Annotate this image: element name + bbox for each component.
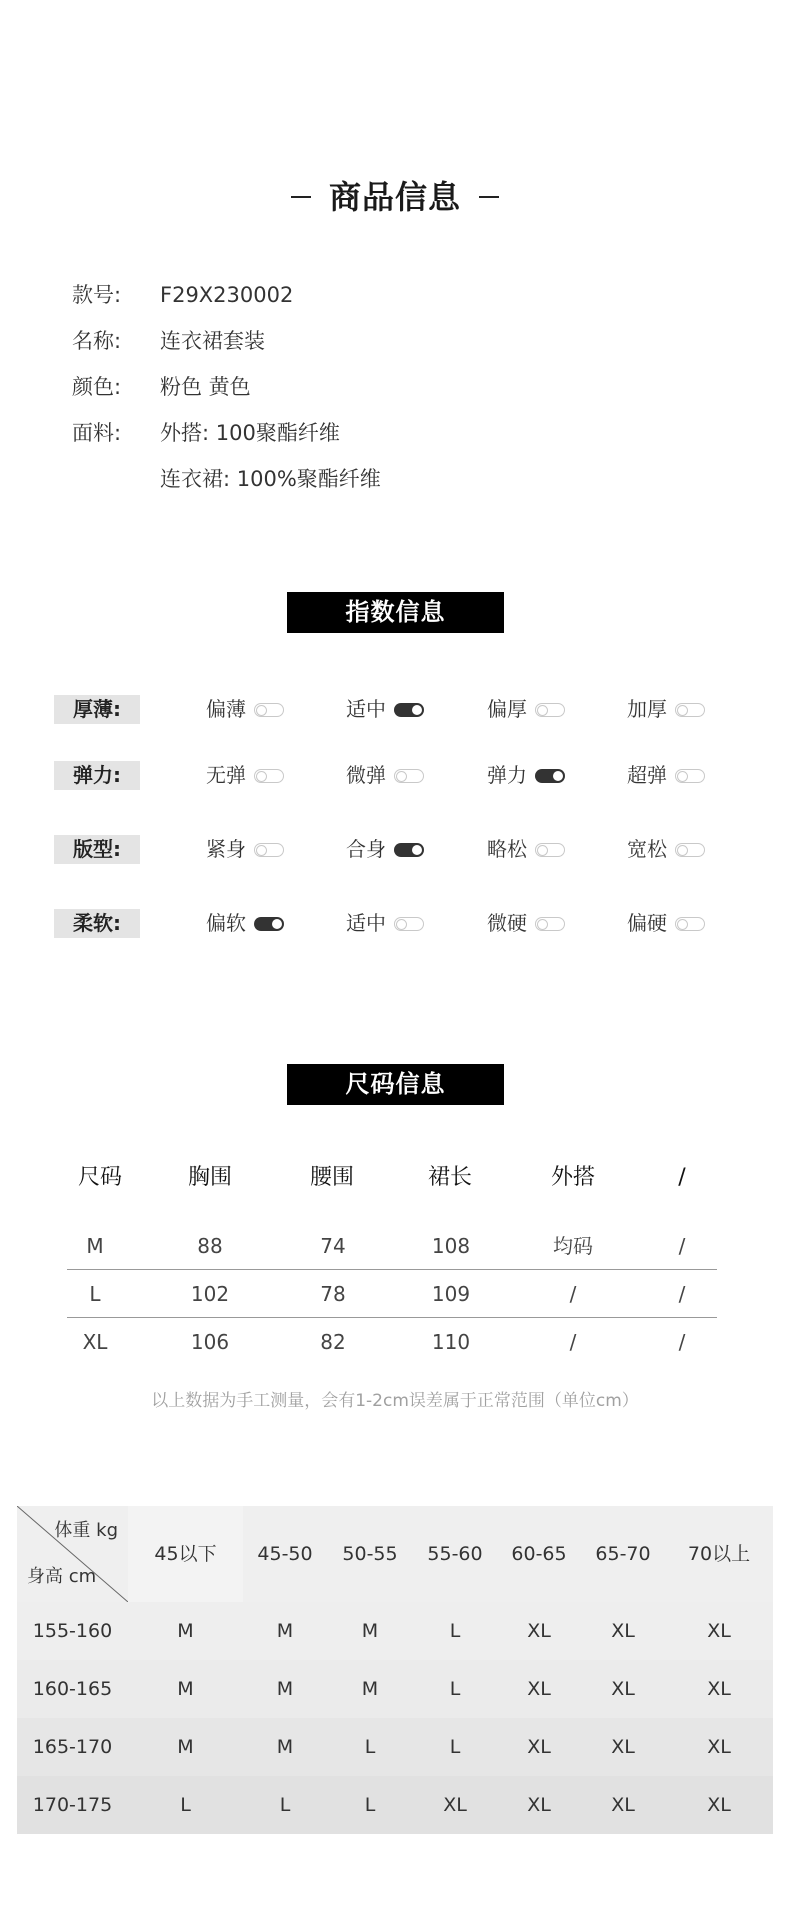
size-cell: L	[449, 1620, 461, 1642]
weight-table-header	[17, 1506, 773, 1602]
index-option	[627, 835, 705, 864]
index-option-label: 偏硬	[627, 911, 667, 935]
size-cell: M	[276, 1678, 294, 1700]
height-range-cell: 160-165	[32, 1678, 113, 1700]
size-cell: M	[177, 1620, 194, 1642]
index-option-label: 适中	[346, 911, 386, 935]
index-option	[627, 761, 705, 790]
size-cell: M	[276, 1736, 294, 1758]
table-cell: /	[678, 1330, 686, 1354]
table-cell: 102	[190, 1282, 230, 1306]
table-cell: 82	[320, 1330, 346, 1354]
toggle-off-icon	[254, 769, 284, 783]
table-row	[17, 1776, 773, 1834]
table-cell: 均码	[553, 1234, 593, 1258]
header-cell: /	[678, 1165, 686, 1190]
size-cell: XL	[527, 1620, 551, 1642]
index-label: 版型:	[54, 835, 140, 864]
index-option	[487, 835, 565, 864]
size-cell: XL	[611, 1620, 635, 1642]
index-option-label: 无弹	[206, 763, 246, 787]
index-label: 厚薄:	[54, 695, 140, 724]
header-cell: 裙长	[427, 1165, 472, 1190]
index-row	[54, 695, 734, 724]
measurement-note: 以上数据为手工测量，会有1-2cm误差属于正常范围（单位cm）	[151, 1391, 639, 1411]
info-key: 面料:	[72, 421, 122, 445]
info-value: 连衣裙: 100%聚酯纤维	[160, 467, 381, 491]
size-cell: L	[180, 1794, 191, 1816]
toggle-off-icon	[535, 843, 565, 857]
size-cell: L	[364, 1794, 376, 1816]
info-row-fabric	[72, 410, 672, 456]
index-option	[627, 909, 705, 938]
corner-cell	[17, 1506, 128, 1602]
info-value: F29X230002	[160, 283, 294, 307]
index-option	[206, 761, 284, 790]
header-cell: 腰围	[309, 1165, 354, 1190]
header-cell: 45以下	[128, 1506, 243, 1602]
header-cell: 60-65	[511, 1543, 567, 1565]
toggle-on-icon	[254, 917, 284, 931]
index-option	[487, 909, 565, 938]
size-cell: XL	[611, 1678, 635, 1700]
size-table-body	[67, 1222, 717, 1366]
index-option	[346, 835, 424, 864]
index-option	[487, 761, 565, 790]
table-row	[17, 1602, 773, 1660]
info-value: 连衣裙套装	[160, 329, 265, 353]
info-key: 款号:	[72, 283, 122, 307]
size-cell: M	[177, 1678, 194, 1700]
toggle-off-icon	[535, 917, 565, 931]
table-row	[67, 1222, 717, 1270]
index-option-label: 微弹	[346, 763, 386, 787]
toggle-off-icon	[254, 703, 284, 717]
size-cell: L	[449, 1678, 461, 1700]
size-cell: XL	[611, 1794, 635, 1816]
height-range-cell: 155-160	[32, 1620, 113, 1642]
info-row-name	[72, 318, 672, 364]
index-option-label: 弹力	[487, 763, 527, 787]
toggle-off-icon	[675, 843, 705, 857]
table-cell: M	[86, 1234, 104, 1258]
header-cell: 尺码	[77, 1165, 122, 1190]
table-cell: 74	[320, 1234, 346, 1258]
index-option	[206, 835, 284, 864]
header-cell: 50-55	[342, 1543, 398, 1565]
table-row	[67, 1270, 717, 1318]
header-cell: 65-70	[595, 1543, 651, 1565]
table-cell: 109	[431, 1282, 471, 1306]
index-row	[54, 835, 734, 864]
height-range-cell: 170-175	[32, 1794, 113, 1816]
header-cell: 胸围	[187, 1165, 232, 1190]
table-cell: /	[569, 1282, 577, 1306]
toggle-off-icon	[535, 703, 565, 717]
size-cell: XL	[443, 1794, 467, 1816]
index-option-label: 紧身	[206, 837, 246, 861]
index-option-label: 偏软	[206, 911, 246, 935]
table-cell: 108	[431, 1234, 471, 1258]
toggle-off-icon	[675, 703, 705, 717]
header-cell: 外搭	[550, 1165, 595, 1190]
size-table	[67, 1158, 717, 1198]
table-row	[67, 1318, 717, 1366]
toggle-off-icon	[675, 769, 705, 783]
index-option-label: 加厚	[627, 697, 667, 721]
table-cell: 78	[320, 1282, 346, 1306]
size-cell: XL	[707, 1620, 731, 1642]
header-cell: 45-50	[257, 1543, 313, 1565]
size-cell: L	[279, 1794, 291, 1816]
table-cell: 106	[190, 1330, 230, 1354]
info-value: 外搭: 100聚酯纤维	[160, 421, 340, 445]
size-cell: XL	[527, 1678, 551, 1700]
table-row	[17, 1718, 773, 1776]
table-cell: XL	[82, 1330, 108, 1354]
header-cell: 70以上	[687, 1543, 751, 1565]
index-option	[346, 761, 424, 790]
size-cell: XL	[707, 1794, 731, 1816]
index-label: 弹力:	[54, 761, 140, 790]
index-option-label: 适中	[346, 697, 386, 721]
table-cell: 110	[431, 1330, 471, 1354]
table-cell: L	[89, 1282, 101, 1306]
index-option	[206, 695, 284, 724]
size-cell: M	[276, 1620, 294, 1642]
size-info-title: 尺码信息	[287, 1064, 504, 1105]
info-value: 粉色 黄色	[160, 375, 251, 399]
size-cell: L	[449, 1736, 461, 1758]
table-row	[17, 1660, 773, 1718]
size-table-header	[67, 1158, 717, 1198]
index-option-label: 偏厚	[487, 697, 527, 721]
info-key: 颜色:	[72, 375, 122, 399]
info-key	[72, 456, 160, 502]
table-cell: 88	[197, 1234, 223, 1258]
size-cell: XL	[527, 1794, 551, 1816]
size-cell: L	[364, 1736, 376, 1758]
toggle-off-icon	[394, 917, 424, 931]
table-cell: /	[678, 1282, 686, 1306]
weight-table-body	[17, 1602, 773, 1834]
product-info-list	[72, 272, 672, 502]
weight-height-table	[17, 1506, 773, 1834]
height-range-cell: 165-170	[32, 1736, 113, 1758]
size-cell: M	[177, 1736, 194, 1758]
product-info-title: 商品信息	[0, 172, 790, 218]
size-cell: XL	[707, 1736, 731, 1758]
size-cell: XL	[707, 1678, 731, 1700]
index-option-label: 宽松	[627, 837, 667, 861]
index-option	[346, 909, 424, 938]
index-option-label: 偏薄	[206, 697, 246, 721]
size-cell: M	[361, 1620, 379, 1642]
header-cell: 55-60	[427, 1543, 483, 1565]
index-option	[206, 909, 284, 938]
toggle-off-icon	[254, 843, 284, 857]
info-row-fabric-dress	[72, 456, 672, 502]
toggle-on-icon	[535, 769, 565, 783]
table-cell: /	[678, 1234, 686, 1258]
size-cell: M	[361, 1678, 379, 1700]
index-option	[487, 695, 565, 724]
index-option-label: 超弹	[627, 763, 667, 787]
index-option	[346, 695, 424, 724]
index-option-label: 合身	[346, 837, 386, 861]
title-dash-right	[479, 196, 499, 198]
size-cell: XL	[611, 1736, 635, 1758]
info-key: 名称:	[72, 329, 122, 353]
index-row	[54, 761, 734, 790]
toggle-on-icon	[394, 843, 424, 857]
table-cell: /	[569, 1330, 577, 1354]
index-option-label: 微硬	[487, 911, 527, 935]
info-row-style-no	[72, 272, 672, 318]
toggle-on-icon	[394, 703, 424, 717]
index-row	[54, 909, 734, 938]
size-cell: XL	[527, 1736, 551, 1758]
index-option	[627, 695, 705, 724]
weight-axis-label: 体重 kg	[54, 1520, 118, 1541]
toggle-off-icon	[394, 769, 424, 783]
info-row-color	[72, 364, 672, 410]
index-label: 柔软:	[54, 909, 140, 938]
index-info-title: 指数信息	[287, 592, 504, 633]
toggle-off-icon	[675, 917, 705, 931]
height-axis-label: 身高 cm	[27, 1566, 97, 1587]
index-option-label: 略松	[487, 837, 527, 861]
title-dash-left	[291, 196, 311, 198]
